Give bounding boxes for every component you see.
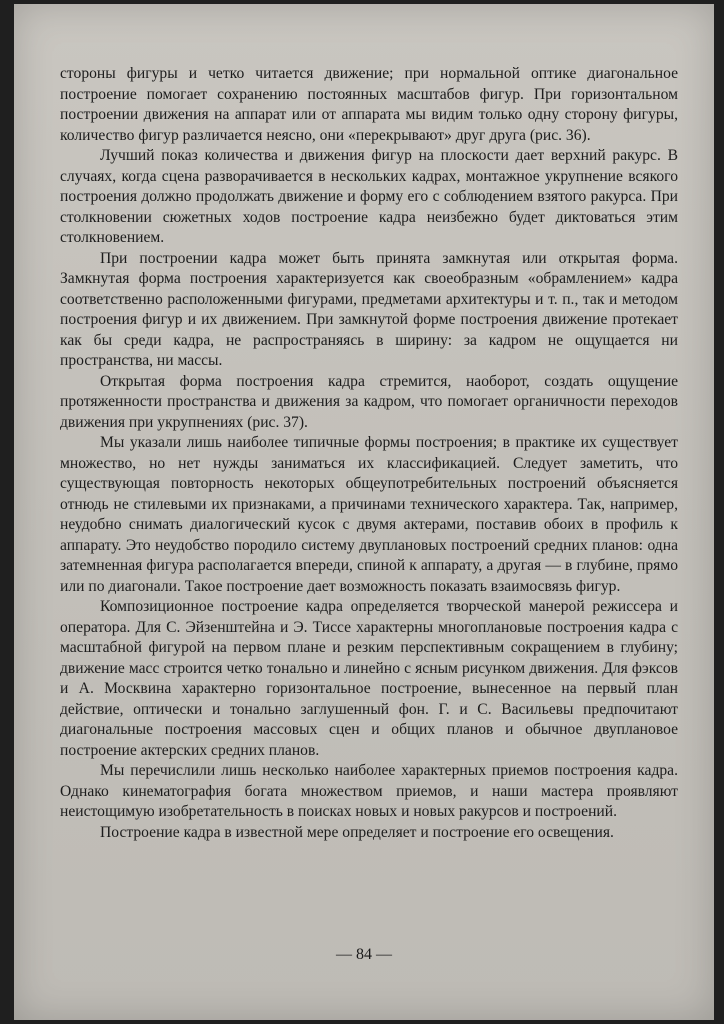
paragraph: Лучший показ количества и движения фигур на плоскости дает верхний ракурс. В случаях, когда сцена разворачивается в нескольких кадрах, монтажное укрупнение всякого построения должно продолжать движение и форму его с соблюдением взятого ракурса. При столкновении сюжетных ходов построение кадра неизбежно будет диктоваться этим столкновением. (60, 147, 678, 246)
paragraph: Композиционное построение кадра определяется творческой манерой режиссера и оператора. Для С. Эйзенштейна и Э. Тиссе характерны многоплановые построения кадра с масштабной фигурой на первом плане и резким перспективным сокращением в глубину; движение масс строится четко тонально и линейно с ясным рисунком движения. Для фэксов и А. Москвина характерно горизонтальное построение, вынесенное на первый план действие, оптически и тонально заглушенный фон. Г. и С. Васильевы предпочитают диагональные построения массовых сцен и общих планов и обычное двуплановое построение актерских средних планов. (60, 598, 678, 759)
paragraph: При построении кадра может быть принята замкнутая или открытая форма. Замкнутая форма построения характеризуется как своеобразным «обрамлением» кадра соответственно расположенными фигурами, предметами архитектуры и т. п., так и методом построения фигур и их движением. При замкнутой форме построения движение протекает как бы среди кадра, не распространяясь в ширину: за кадром не ощущается ни пространства, ни массы. (60, 249, 678, 369)
paragraph: Мы указали лишь наиболее типичные формы построения; в практике их существует множество, но нет нужды заниматься их классификацией. Следует заметить, что существующая повторность некоторых общеупотребительных построений объясняется отнюдь не стилевыми их признаками, а причинами технического характера. Так, например, неудобно снимать диалогический кусок с двумя актерами, поставив обоих в профиль к аппарату. Это неудобство породило систему двуплановых построений средних планов: одна затемненная фигура располагается впереди, спиной к аппарату, а другая — в глубине, прямо или по диагонали. Такое построение дает возможность показать взаимосвязь фигур. (60, 434, 678, 595)
paragraph: Построение кадра в известной мере определяет и построение его освещения. (100, 823, 614, 841)
paragraph: Мы перечислили лишь несколько наиболее характерных приемов построения кадра. Однако кинематография богата множеством приемов, и наши мастера проявляют неистощимую изобретательность в поисках новых и новых ракурсов и построений. (60, 762, 678, 820)
book-page (14, 4, 714, 1020)
page-number: — 84 — (336, 946, 392, 963)
paragraph: стороны фигуры и четко читается движение; при нормальной оптике диагональное построение помогает сохранению постоянных масштабов фигур. При горизонтальном построении движения на аппарат или от аппарата мы видим только одну сторону фигуры, количество фигур различается неясно, они «перекрывают» друг друга (рис. 36). (60, 65, 678, 144)
paragraph: Открытая форма построения кадра стремится, наоборот, создать ощущение протяженности пространства и движения за кадром, что помогает органичности переходов движения при укрупнениях (рис. 37). (60, 372, 678, 431)
body-text (60, 64, 678, 843)
